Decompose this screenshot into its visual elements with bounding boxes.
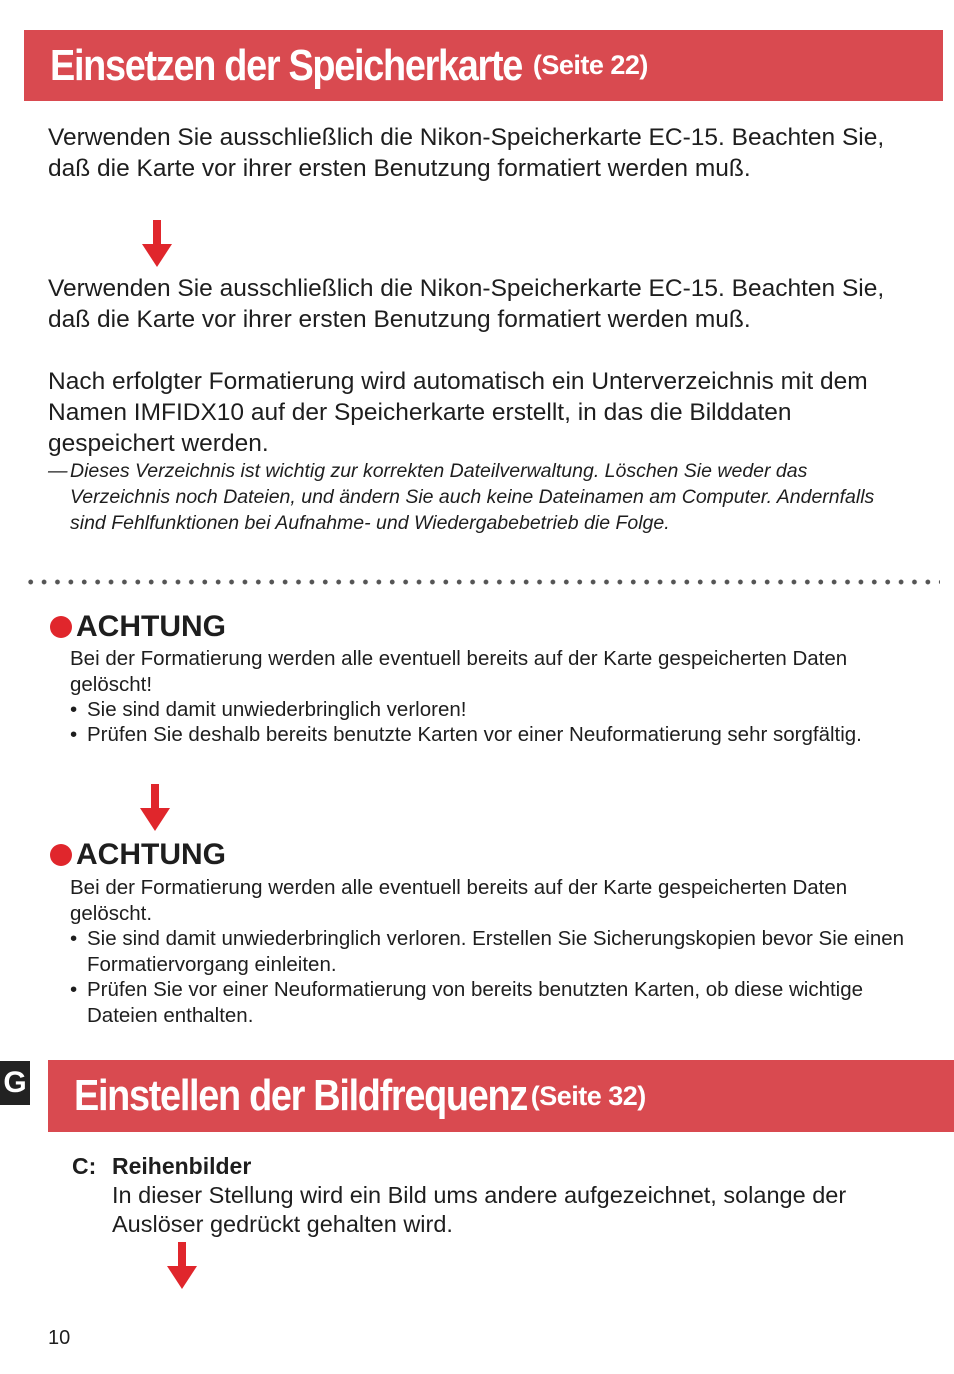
warning-bullet: • Sie sind damit unwiederbringlich verloren! [70,697,887,723]
warning-text: Bei der Formatierung werden alle eventuell bereits auf der Karte gespeicherten Daten gelöscht. [70,876,848,925]
warning-bullet: • Sie sind damit unwiederbringlich verloren. Erstellen Sie Sicherungskopien bevor Sie einen Formatiervorgang einleiten. [70,926,917,977]
down-arrow-icon [167,1242,197,1290]
warning-title: ACHTUNG [76,838,226,871]
warning-text: Bei der Formatierung werden alle eventuell bereits auf der Karte gespeicherten Daten gelöscht! [70,647,848,696]
warning-heading-original [50,610,226,644]
warning-bullet: • Prüfen Sie deshalb bereits benutzte Karten vor einer Neuformatierung sehr sorgfältig. [70,722,887,748]
red-dot-icon [50,844,72,866]
original-text: Verwenden Sie ausschließlich die Nikon-Speicherkarte EC-15. Beachten Sie, daß die Karte vor ihrer ersten Benutzung formatiert werden muß. [48,124,885,182]
down-arrow-icon [140,784,170,832]
section-banner-bildfrequenz [48,1060,954,1132]
mode-description: In dieser Stellung wird ein Bild ums andere aufgezeichnet, solange der Auslöser gedrückt gehalten wird. [112,1182,847,1237]
warning-bullet: • Prüfen Sie vor einer Neuformatierung von bereits benutzten Karten, ob diese wichtige Dateien enthalten. [70,977,917,1028]
language-tab: G [0,1061,30,1105]
revised-text-2: Nach erfolgter Formatierung wird automatisch ein Unterverzeichnis mit dem Namen IMFIDX10 auf der Speicherkarte erstellt, in das die Bilddaten gespeichert werden. [48,368,868,457]
note-dash: — [48,460,68,482]
warning-title: ACHTUNG [76,610,226,643]
red-dot-icon [50,616,72,638]
section-banner-speicherkarte [24,30,943,101]
section-title: Einstellen der Bildfrequenz [74,1071,527,1120]
directory-note: Dieses Verzeichnis ist wichtig zur korrekten Dateilverwaltung. Löschen Sie weder das Verzeichnis noch Dateien, und ändern Sie auch keine Dateinamen am Computer. Andernfalls sind Fehlfunktionen bei Aufnahme- und Wiedergabebetrieb die Folge. [70,460,875,534]
mode-name: Reihenbilder [112,1153,252,1179]
section-page-ref: (Seite 32) [530,1080,646,1111]
dotted-divider [24,578,940,586]
down-arrow-icon [142,220,172,268]
mode-label: C: [72,1153,97,1179]
revised-text-1: Verwenden Sie ausschließlich die Nikon-Speicherkarte EC-15. Beachten Sie, daß die Karte vor ihrer ersten Benutzung formatiert werden muß. [48,275,885,333]
section-title: Einsetzen der Speicherkarte [50,40,523,90]
page-number: 10 [48,1327,71,1349]
section-page-ref: (Seite 22) [532,50,648,80]
warning-heading-revised [50,838,226,872]
